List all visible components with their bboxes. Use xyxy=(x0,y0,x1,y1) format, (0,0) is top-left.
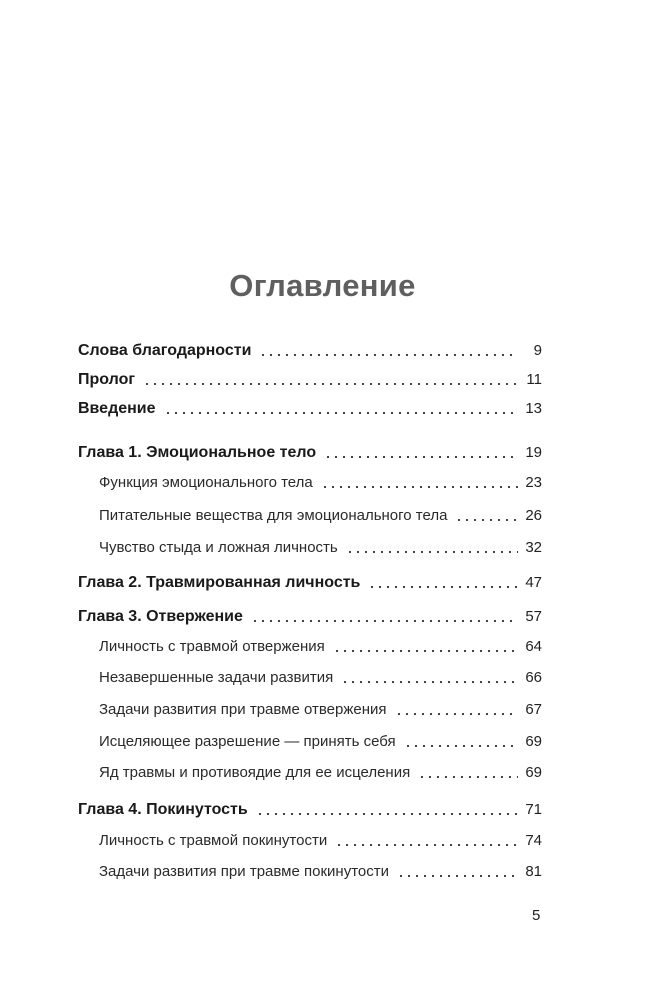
toc-entry-chapter-2[interactable] xyxy=(78,570,542,592)
dot-leader xyxy=(395,713,518,715)
dot-leader xyxy=(164,412,518,414)
dot-leader xyxy=(455,519,518,521)
toc-entry-page: 11 xyxy=(526,371,542,388)
toc-entry-label: Функция эмоционального тела xyxy=(99,474,313,491)
toc-entry-section-4-1[interactable] xyxy=(99,828,542,850)
toc-entry-page: 47 xyxy=(525,574,542,591)
dot-leader xyxy=(397,875,518,877)
toc-title: Оглавление xyxy=(229,268,416,303)
toc-entry-label: Задачи развития при травме отвержения xyxy=(99,701,387,718)
dot-leader xyxy=(346,551,518,553)
toc-entry-label: Введение xyxy=(78,400,156,417)
dot-leader xyxy=(335,844,518,846)
toc-entry-label: Исцеляющее разрешение — принять себя xyxy=(99,733,396,750)
dot-leader xyxy=(418,776,518,778)
dot-leader xyxy=(324,456,518,458)
toc-entry-section-3-3[interactable] xyxy=(99,697,542,719)
toc-entry-page: 23 xyxy=(525,474,542,491)
toc-entry-section-4-2[interactable] xyxy=(99,859,542,881)
toc-entry-section-3-1[interactable] xyxy=(99,634,542,656)
toc-entry-label: Питательные вещества для эмоционального тела xyxy=(99,507,448,524)
toc-entry-page: 66 xyxy=(525,669,542,686)
toc-entry-section-3-4[interactable] xyxy=(99,729,542,751)
toc-entry-label: Личность с травмой покинутости xyxy=(99,832,328,849)
toc-entry-label: Задачи развития при травме покинутости xyxy=(99,863,389,880)
toc-entry-label: Пролог xyxy=(78,371,136,388)
dot-leader xyxy=(321,486,518,488)
toc-entry-page: 74 xyxy=(525,832,542,849)
toc-entry-page: 69 xyxy=(525,764,542,781)
page-number: 5 xyxy=(532,907,541,924)
toc-entry-chapter-4[interactable] xyxy=(78,797,542,819)
toc-entry-label: Глава 3. Отвержение xyxy=(78,608,243,625)
dot-leader xyxy=(259,354,518,356)
toc-entry-label: Личность с травмой отвержения xyxy=(99,638,325,655)
dot-leader xyxy=(368,586,518,588)
table-of-contents xyxy=(78,0,542,1001)
toc-entry-section-1-2[interactable] xyxy=(99,503,542,525)
toc-entry-label: Глава 4. Покинутость xyxy=(78,801,248,818)
toc-entry-page: 32 xyxy=(525,539,542,556)
toc-entry-page: 81 xyxy=(525,863,542,880)
toc-entry-page: 26 xyxy=(525,507,542,524)
toc-entry-label: Глава 2. Травмированная личность xyxy=(78,574,361,591)
toc-entry-section-3-5[interactable] xyxy=(99,760,542,782)
toc-entry-chapter-1[interactable] xyxy=(78,440,542,462)
toc-entry-chapter-3[interactable] xyxy=(78,604,542,626)
toc-entry-prologue[interactable] xyxy=(78,367,542,389)
dot-leader xyxy=(341,681,518,683)
dot-leader xyxy=(404,745,518,747)
toc-entry-section-1-3[interactable] xyxy=(99,535,542,557)
toc-entry-page: 69 xyxy=(525,733,542,750)
toc-entry-acknowledgements[interactable] xyxy=(78,338,542,360)
dot-leader xyxy=(256,813,518,815)
toc-entry-section-1-1[interactable] xyxy=(99,470,542,492)
toc-entry-label: Чувство стыда и ложная личность xyxy=(99,539,338,556)
dot-leader xyxy=(333,650,518,652)
toc-entry-introduction[interactable] xyxy=(78,396,542,418)
toc-entry-label: Слова благодарности xyxy=(78,342,252,359)
toc-entry-page: 9 xyxy=(533,342,542,359)
toc-entry-label: Яд травмы и противоядие для ее исцеления xyxy=(99,764,411,781)
dot-leader xyxy=(251,620,518,622)
toc-entry-page: 19 xyxy=(525,444,542,461)
toc-entry-page: 67 xyxy=(525,701,542,718)
toc-entry-page: 13 xyxy=(525,400,542,417)
toc-entry-label: Глава 1. Эмоциональное тело xyxy=(78,444,317,461)
toc-entry-label: Незавершенные задачи развития xyxy=(99,669,334,686)
toc-entry-page: 57 xyxy=(525,608,542,625)
toc-entry-page: 64 xyxy=(525,638,542,655)
toc-entry-page: 71 xyxy=(525,801,542,818)
dot-leader xyxy=(143,383,518,385)
toc-entry-section-3-2[interactable] xyxy=(99,665,542,687)
